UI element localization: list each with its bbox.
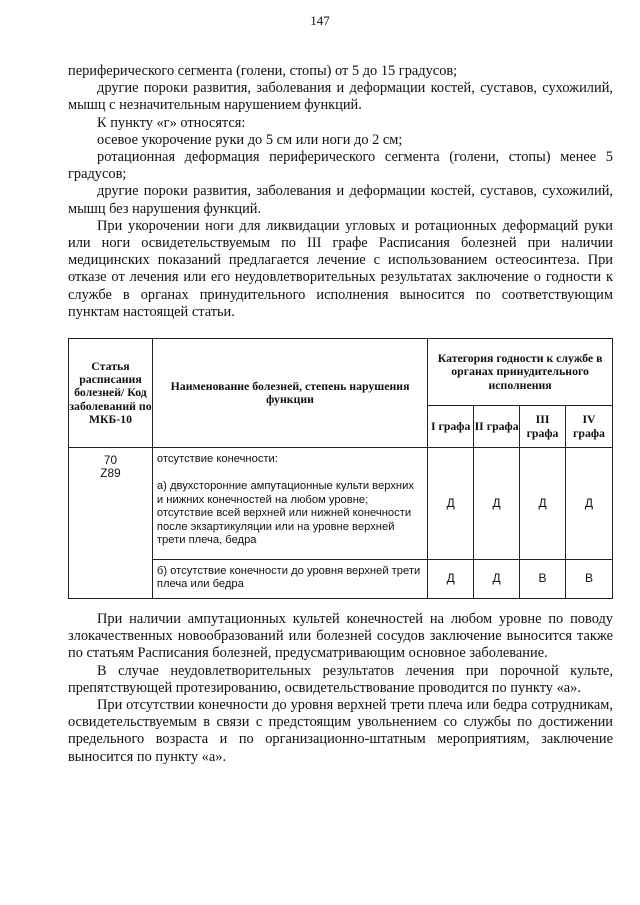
row-b-name: б) отсутствие конечности до уровня верхней трети плеча или бедра: [152, 560, 427, 599]
header-graph-1: I графа: [428, 406, 474, 448]
paragraph: При отсутствии конечности до уровня верхней трети плеча или бедра сотрудникам, освидетельствуемым в связи с предстоящим увольнением со службы по достижении предельного возраста и по организационно-штатным мероприятиям, заключение выносится по пункту «а».: [68, 697, 613, 765]
paragraph: ротационная деформация периферического сегмента (голени, стопы) менее 5 градусов;: [68, 149, 613, 183]
header-graph-3: III графа: [520, 406, 566, 448]
paragraph: периферического сегмента (голени, стопы) от 5 до 15 градусов;: [68, 63, 458, 79]
mkb-code: Z89: [100, 466, 121, 481]
paragraph: При укорочении ноги для ликвидации угловых и ротационных деформаций руки или ноги освидетельствуемым по III графе Расписания болезней при наличии медицинских показаний предлагается лечение с использованием остеосинтеза. При отказе от лечения или его неудовлетворительных результатах заключение о годности к службе в органах принудительного исполнения выносится по соответствующим пунктам настоящей статьи.: [68, 217, 613, 320]
header-name: Наименование болезней, степень нарушения функции: [152, 339, 427, 448]
intro-text: отсутствие конечности:: [156, 453, 278, 465]
article-code-cell: [69, 448, 153, 599]
row-b-graph-4: В: [566, 560, 613, 599]
paragraph: другие пороки развития, заболевания и деформации костей, суставов, сухожилий, мышц без нарушения функций.: [68, 183, 613, 217]
header-graph-4: IV графа: [566, 406, 613, 448]
header-category: Категория годности к службе в органах принудительного исполнения: [428, 339, 613, 406]
row-a-graph-1: Д: [428, 448, 474, 560]
row-a-name: [152, 448, 427, 560]
paragraph: другие пороки развития, заболевания и деформации костей, суставов, сухожилий, мышц с незначительным нарушением функций.: [68, 80, 613, 114]
header-graph-2: II графа: [474, 406, 520, 448]
row-b-graph-2: Д: [474, 560, 520, 599]
row-a-text: а) двухсторонние ампутационные культи верхних и нижних конечностей на любом уровне; отсутствие всей верхней или нижней конечности после экзартикуляции или на уровне верхней трети плеча, бедра: [156, 480, 414, 547]
paragraph: При наличии ампутационных культей конечностей на любом уровне по поводу злокачественных новообразований или болезней сосудов заключение выносится также по статьям Расписания болезней, предусматривающим основное заболевание.: [68, 611, 613, 662]
paragraph: К пункту «г» относятся:: [97, 114, 246, 131]
header-article: Статья расписания болезней/ Код заболеваний по МКБ-10: [69, 339, 153, 448]
row-a-graph-2: Д: [474, 448, 520, 560]
paragraph: осевое укорочение руки до 5 см или ноги до 2 см;: [97, 131, 403, 148]
article-number: 70: [103, 453, 118, 467]
row-a-graph-4: Д: [566, 448, 613, 560]
row-b-graph-1: Д: [428, 560, 474, 599]
text-block-top: [68, 63, 613, 321]
row-b-graph-3: В: [520, 560, 566, 599]
page-number: 147: [310, 13, 330, 28]
row-a-graph-3: Д: [520, 448, 566, 560]
paragraph: В случае неудовлетворительных результатов лечения при порочной культе, препятствующей протезированию, освидетельствование проводится по пункту «а».: [68, 662, 613, 696]
text-block-bottom: [68, 611, 613, 766]
disease-table: [68, 338, 613, 599]
